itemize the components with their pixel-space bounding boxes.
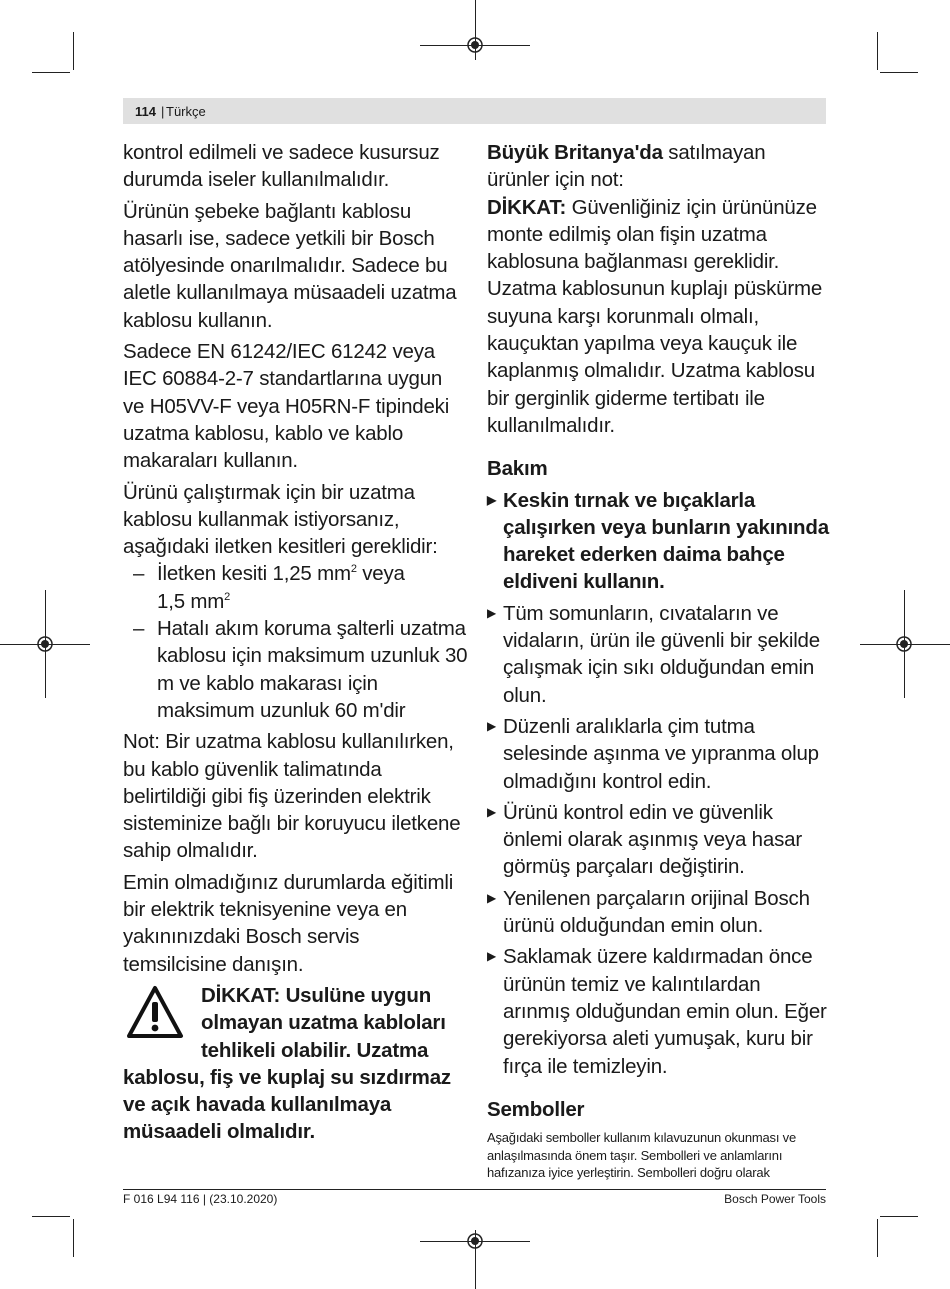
bullet-text: Saklamak üzere kaldırmadan önce ürünün temiz ve kalıntılardan arınmış olduğundan emin olun. Eğer gerekiyorsa aleti yumuşak, kuru bir fırça ile temizleyin. [503, 945, 827, 1078]
list-item [123, 615, 468, 724]
crop-mark [73, 32, 74, 70]
bullet-icon: ▶ [487, 890, 497, 905]
bullet-item [487, 713, 832, 795]
list-item-text: İletken kesiti 1,25 mm [157, 562, 351, 586]
paragraph: kontrol edilmeli ve sadece kusursuz durumda iseler kullanılmalıdır. [123, 141, 440, 192]
dash-marker: – [133, 562, 145, 586]
paragraph: Sadece EN 61242/IEC 61242 veya IEC 60884-2-7 standartlarına uygun ve H05VV-F veya H05RN-F tipindeki uzatma kablosu, kablo ve kablo makaraları kullanın. [123, 340, 450, 473]
bullet-text: Keskin tırnak ve bıçaklarla çalışırken veya bunların yakınında hareket ederken daima bahçe eldiveni kullanın. [503, 488, 829, 594]
header-band [123, 98, 826, 124]
warning-block [123, 982, 468, 1146]
bullet-item [487, 943, 832, 1079]
superscript: 2 [350, 563, 357, 576]
section-heading: Bakım [487, 457, 548, 481]
warning-triangle-icon [125, 984, 185, 1040]
bullet-icon: ▶ [487, 949, 497, 964]
bullet-icon: ▶ [487, 804, 497, 819]
bullet-item [487, 487, 832, 596]
header-separator: | [161, 104, 165, 119]
bullet-text: Tüm somunların, cıvataların ve vidaların, ürün ile güvenli bir şekilde çalışmak için sıkı olduğundan emin olun. [503, 601, 820, 707]
footer-rule [123, 1189, 826, 1190]
list-item-text: 1,5 mm [157, 589, 225, 613]
registration-mark-icon [466, 1232, 484, 1250]
list-item-text: Hatalı akım koruma şalterli uzatma kablosu için maksimum uzunluk 30 m ve kablo makarası için maksimum uzunluk 60 m'dir [157, 617, 468, 722]
page-number: 114 [135, 104, 156, 119]
text: satılmayan ürünler için not: [487, 141, 766, 192]
crop-mark [880, 1216, 918, 1217]
bullet-icon: ▶ [487, 605, 497, 620]
paragraph: Emin olmadığınız durumlarda eğitimli bir elektrik teknisyenine veya en yakınınızdaki Bosch servis temsilcisine danışın. [123, 870, 454, 976]
list-item-text: veya [356, 562, 405, 586]
bullet-icon: ▶ [487, 492, 497, 507]
small-paragraph: Aşağıdaki semboller kullanım kılavuzunun okunması ve anlaşılmasında önem taşır. Sembolleri ve anlamlarını hafızanıza iyice yerleştirin. Sembolleri doğru olarak [487, 1130, 796, 1181]
crop-mark [73, 1219, 74, 1257]
publisher: Bosch Power Tools [724, 1192, 826, 1206]
list-item [123, 560, 468, 615]
crop-mark [877, 32, 878, 70]
paragraph [487, 194, 832, 440]
crop-mark [32, 72, 70, 73]
section-label: Türkçe [166, 104, 206, 119]
paragraph [487, 139, 832, 194]
paragraph: Ürünün şebeke bağlantı kablosu hasarlı ise, sadece yetkili bir Bosch atölyesinde onarılmalıdır. Sadece bu aletle kullanılmaya müsaadeli uzatma kablosu kullanın. [123, 199, 457, 332]
bullet-text: Yenilenen parçaların orijinal Bosch ürünü olduğundan emin olun. [503, 886, 810, 938]
right-column [487, 139, 832, 1182]
crop-mark [877, 1219, 878, 1257]
registration-mark-icon [895, 635, 913, 653]
text: Güvenliğiniz için ürününüze monte edilmiş olan fişin uzatma kablosuna bağlanması gereklidir. Uzatma kablosunun kuplajı püskürme suyuna karşı korunmalı olmalı, kauçuktan yapılma veya kauçuk ile kaplanmış olmalıdır. Uzatma kablosu bir gerginlik giderme tertibatı ile kullanılmalıdır. [487, 195, 823, 437]
bold-text: DİKKAT: [487, 195, 567, 219]
bullet-item [487, 885, 832, 940]
dash-marker: – [133, 617, 145, 641]
paragraph: Ürünü çalıştırmak için bir uzatma kablosu kullanmak istiyorsanız, aşağıdaki iletken kesitleri gereklidir: [123, 480, 438, 559]
warning-text: DİKKAT: Usulüne uygun olmayan uzatma kabloları tehlikeli olabilir. Uzatma kablosu, fiş ve kuplaj su sızdırmaz ve açık havada kullanılmaya müsaadeli olmalıdır. [123, 983, 451, 1144]
bullet-text: Düzenli aralıklarla çim tutma selesinde aşınma ve yıpranma olup olmadığını kontrol edin. [503, 714, 819, 793]
crop-mark [880, 72, 918, 73]
section-heading: Semboller [487, 1097, 585, 1121]
registration-mark-icon [36, 635, 54, 653]
bullet-item [487, 799, 832, 881]
bullet-text: Ürünü kontrol edin ve güvenlik önlemi olarak aşınmış veya hasar görmüş parçaları değiştirin. [503, 800, 802, 879]
crop-mark [32, 1216, 70, 1217]
superscript: 2 [224, 590, 231, 603]
left-column [123, 139, 468, 1146]
document-id: F 016 L94 116 | (23.10.2020) [123, 1192, 278, 1206]
bullet-icon: ▶ [487, 718, 497, 733]
paragraph: Not: Bir uzatma kablosu kullanılırken, bu kablo güvenlik talimatında belirtildiği gibi fiş üzerinden elektrik sisteminize bağlı bir koruyucu iletkene sahip olmalıdır. [123, 730, 461, 863]
bold-text: Büyük Britanya'da [487, 141, 663, 164]
registration-mark-icon [466, 36, 484, 54]
bullet-item [487, 600, 832, 709]
